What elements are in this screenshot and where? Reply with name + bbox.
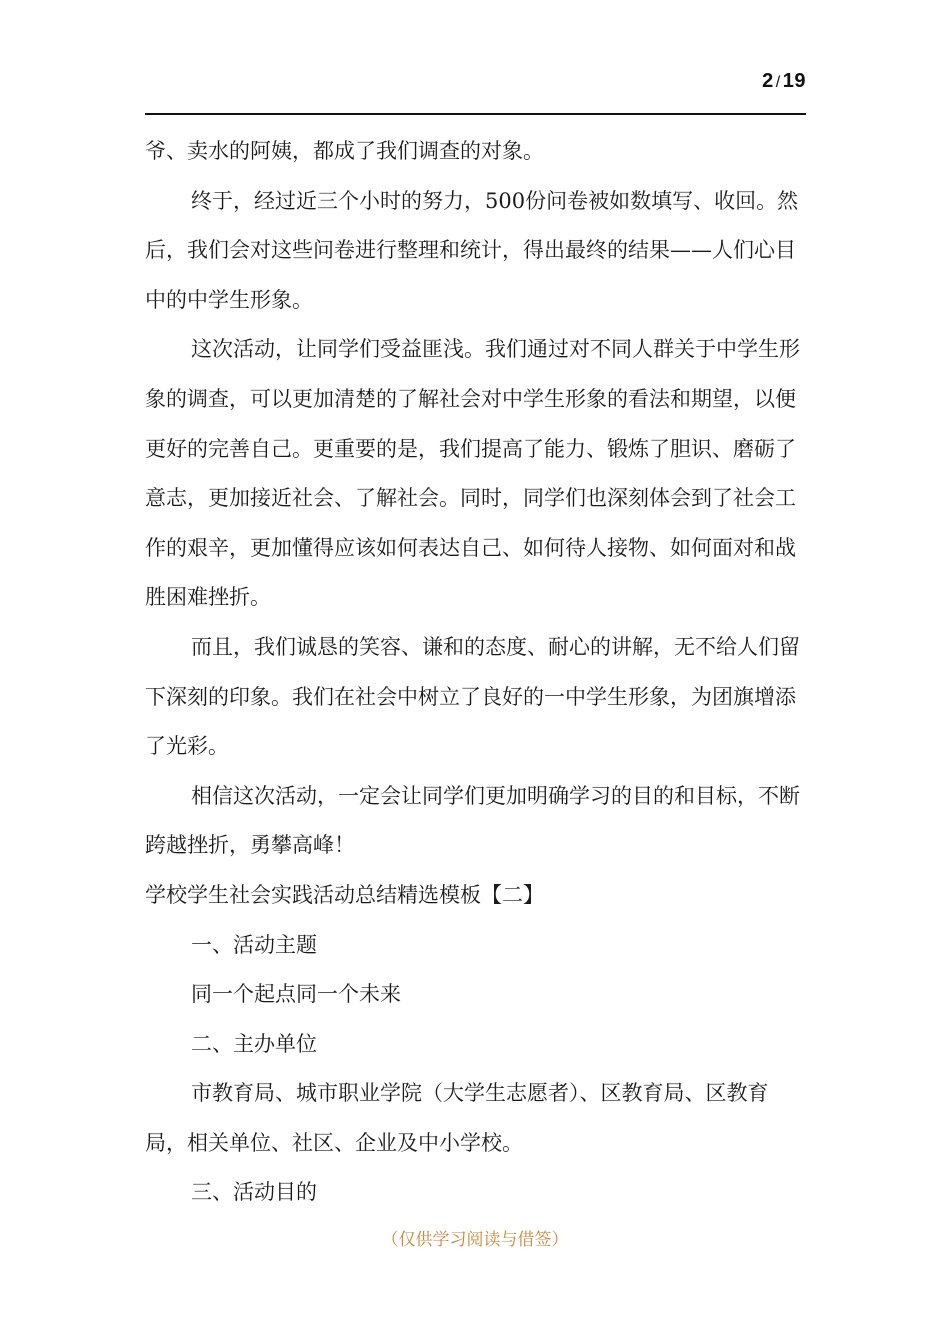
page-total: 19	[782, 70, 806, 92]
paragraph: 同一个起点同一个未来	[191, 982, 401, 1007]
page-current: 2	[762, 70, 774, 92]
section-title: 学校学生社会实践活动总结精选模板【二】	[145, 882, 544, 907]
paragraph: 爷、卖水的阿姨，都成了我们调查的对象。	[145, 139, 544, 163]
paragraph: 市教育局、城市职业学院（大学生志愿者）、区教育局、区教育局，相关单位、社区、企业及中小学校。	[145, 1081, 769, 1155]
header-divider	[145, 113, 806, 115]
paragraph: 这次活动，让同学们受益匪浅。我们通过对不同人群关于中学生形象的调查，可以更加清楚的了解社会对中学生形象的看法和期望，以便更好的完善自己。更重要的是，我们提高了能力、锻炼了胆识、磨砺了意志，更加接近社会、了解社会。同时，同学们也深刻体会到了社会工作的艰辛，更加懂得应该如何表达自己、如何待人接物、如何面对和战胜困难挫折。	[145, 337, 800, 610]
subheading: 一、活动主题	[191, 932, 317, 957]
paragraph: 终于，经过近三个小时的努力，500份问卷被如数填写、收回。然后，我们会对这些问卷进行整理和统计，得出最终的结果——人们心目中的中学生形象。	[145, 188, 799, 312]
subheading: 二、主办单位	[191, 1031, 317, 1056]
paragraph: 而且，我们诚恳的笑容、谦和的态度、耐心的讲解，无不给人们留下深刻的印象。我们在社会中树立了良好的一中学生形象，为团旗增添了光彩。	[145, 634, 800, 759]
document-body	[145, 127, 810, 1218]
page-number	[762, 70, 806, 93]
subheading: 三、活动目的	[191, 1180, 317, 1205]
page-separator: /	[775, 74, 781, 91]
paragraph: 相信这次活动，一定会让同学们更加明确学习的目的和目标，不断跨越挫折，勇攀高峰！	[145, 783, 800, 858]
footer-note: （仅供学习阅读与借签）	[381, 1230, 569, 1250]
